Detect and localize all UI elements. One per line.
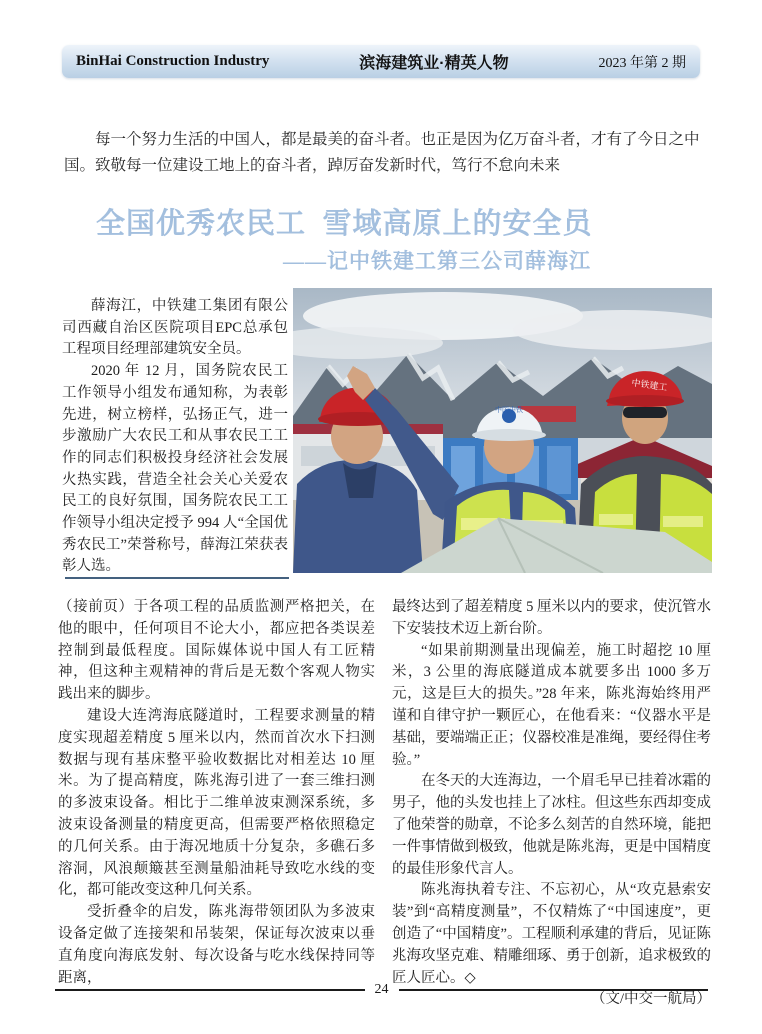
journal-name-english: BinHai Construction Industry [76,53,270,69]
page-footer [55,982,708,998]
lead-paragraph-1: 薛海江，中铁建工集团有限公司西藏自治区医院项目EPC总承包工程项目经理部建筑安全员。 [62,298,288,358]
body-paragraph: 受折叠伞的启发，陈兆海带领团队为多波束设备定做了连接架和吊装架，保证每次波束以垂直角度向海底发射、每次设备与吃水线保持同等距离， [58,904,375,986]
journal-section-title: 滨海建筑业·精英人物 [359,55,509,72]
body-paragraph: 陈兆海执着专注、不忘初心，从“攻克悬索安装”到“高精度测量”，不仅精炼了“中国速度”，更创造了“中国精度”。工程顺利承建的背后，见证陈兆海攻坚克难、精雕细琢、勇于创新，追求极致的匠人匠心。◇ [392,882,711,986]
article-subtitle: ——记中铁建工第三公司薛海江 [283,249,591,273]
lead-text-column [62,296,288,578]
journal-header-bar [62,45,700,78]
lead-paragraph-2: 2020 年 12 月，国务院农民工工作领导小组发布通知称，为表彰先进，树立榜样，弘扬正气，进一步激励广大农民工和从事农民工工作的同志们积极投身经济社会发展火热实践，营造全社会关心关爱农民工的良好氛围，国务院农民工工作领导小组决定授予 994 人“全国优秀农民工”荣誉称号，薛海江荣获表彰人选。 [62,363,288,575]
body-paragraph: （接前页）于各项工程的品质监测严格把关，在他的眼中，任何项目不论大小，都应把各类误差控制到最低程度。国际媒体说中国人有工匠精神，但这种主观精神的背后是无数个客观人物实践出来的脚步。 [58,599,375,703]
article-photo [293,288,712,573]
body-column-left [58,597,375,989]
author-credit: （文/中交一航局） [590,991,711,1008]
body-paragraph: 最终达到了超差精度 5 厘米以内的要求，使沉管水下安装技术迈上新台阶。 [392,599,711,637]
sunglasses [623,407,667,418]
article-title: 全国优秀农民工 雪域高原上的安全员 [96,208,593,240]
body-paragraph: 在冬天的大连海边，一个眉毛早已挂着冰霜的男子，他的头发也挂上了冰柱。但这些东西却变成了他荣誉的勋章，不论多么刻苦的自然环境，能把一件事情做到极致，他就是陈兆海，更是中国精度的最佳形象代言人。 [392,773,711,877]
body-paragraph: 建设大连湾海底隧道时，工程要求测量的精度实现超差精度 5 厘米以内，然而首次水下扫测数据与现有基床整平验收数据比对相差达 10 厘米。为了提高精度，陈兆海引进了一套三维扫测的多波束设备。相比于二维单波束测深系统，多波束设备测量的精度更高，但需要严格依照稳定的几何关系。由于海况地质十分复杂，多礁石多溶洞，风浪颠簸甚至测量船油耗导致吃水线的变化，都可能改变这种几何关系。 [58,707,375,899]
footer-rule-right [399,989,709,991]
body-paragraph: “如果前期测量出现偏差，施工时超挖 10 厘米，3 公里的海底隧道成本就要多出 1000 多万元，这是巨大的损失。”28 年来，陈兆海始终用严谨和自律守护一颗匠心，在他看来：“仪器水平是基础，要端端正正；仪器校准是准绳，要经得住考验。” [392,642,711,768]
section-divider [65,577,289,579]
photo-illustration [293,288,712,573]
body-column-right [392,597,711,1011]
page-number: 24 [374,982,389,997]
footer-rule-left [55,989,365,991]
red-helmet-label: 中铁建工 [630,377,668,393]
issue-number: 2023 年第 2 期 [598,55,686,71]
white-helmet-label: 中国中铁 [495,406,523,414]
epigraph-paragraph: 每一个努力生活的中国人，都是最美的奋斗者。也正是因为亿万奋斗者，才有了今日之中国。致敬每一位建设工地上的奋斗者，踔厉奋发新时代，笃行不怠向未来 [64,131,700,174]
